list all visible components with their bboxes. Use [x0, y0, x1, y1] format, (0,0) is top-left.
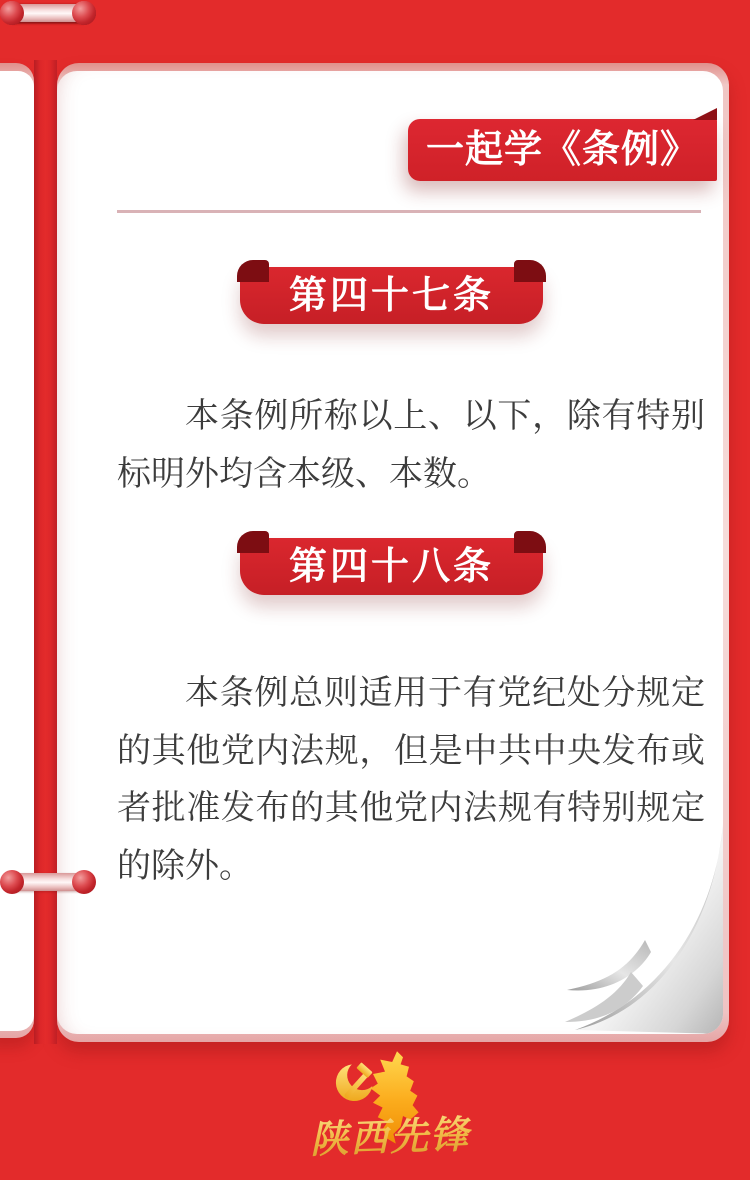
- brand-name: 陕西先锋: [294, 1103, 486, 1165]
- article-47-body: 本条例所称以上、以下，除有特别标明外均含本级、本数。: [117, 397, 705, 493]
- ring-hole-right: [72, 1, 96, 25]
- article-48-body: 本条例总则适用于有党纪处分规定的其他党内法规，但是中共中央发布或者批准发布的其他党内法规有特别规定的除外。: [117, 674, 705, 885]
- ring-hole-right: [72, 870, 96, 894]
- header-ribbon: [408, 119, 717, 181]
- binder-ring: [0, 0, 98, 26]
- divider-line: [117, 210, 701, 213]
- ring-hole-left: [0, 870, 24, 894]
- header-ribbon-label: 一起学《条例》: [425, 129, 699, 171]
- article-48-banner: [240, 538, 543, 595]
- ring-hole-left: [0, 1, 24, 25]
- footer-logo: [0, 1050, 750, 1170]
- article-47-title: 第四十七条: [288, 274, 494, 317]
- notebook-spine: [34, 60, 57, 1044]
- article-47-banner: [240, 267, 543, 324]
- binder-ring: [0, 869, 98, 895]
- article-48-title: 第四十八条: [288, 545, 494, 588]
